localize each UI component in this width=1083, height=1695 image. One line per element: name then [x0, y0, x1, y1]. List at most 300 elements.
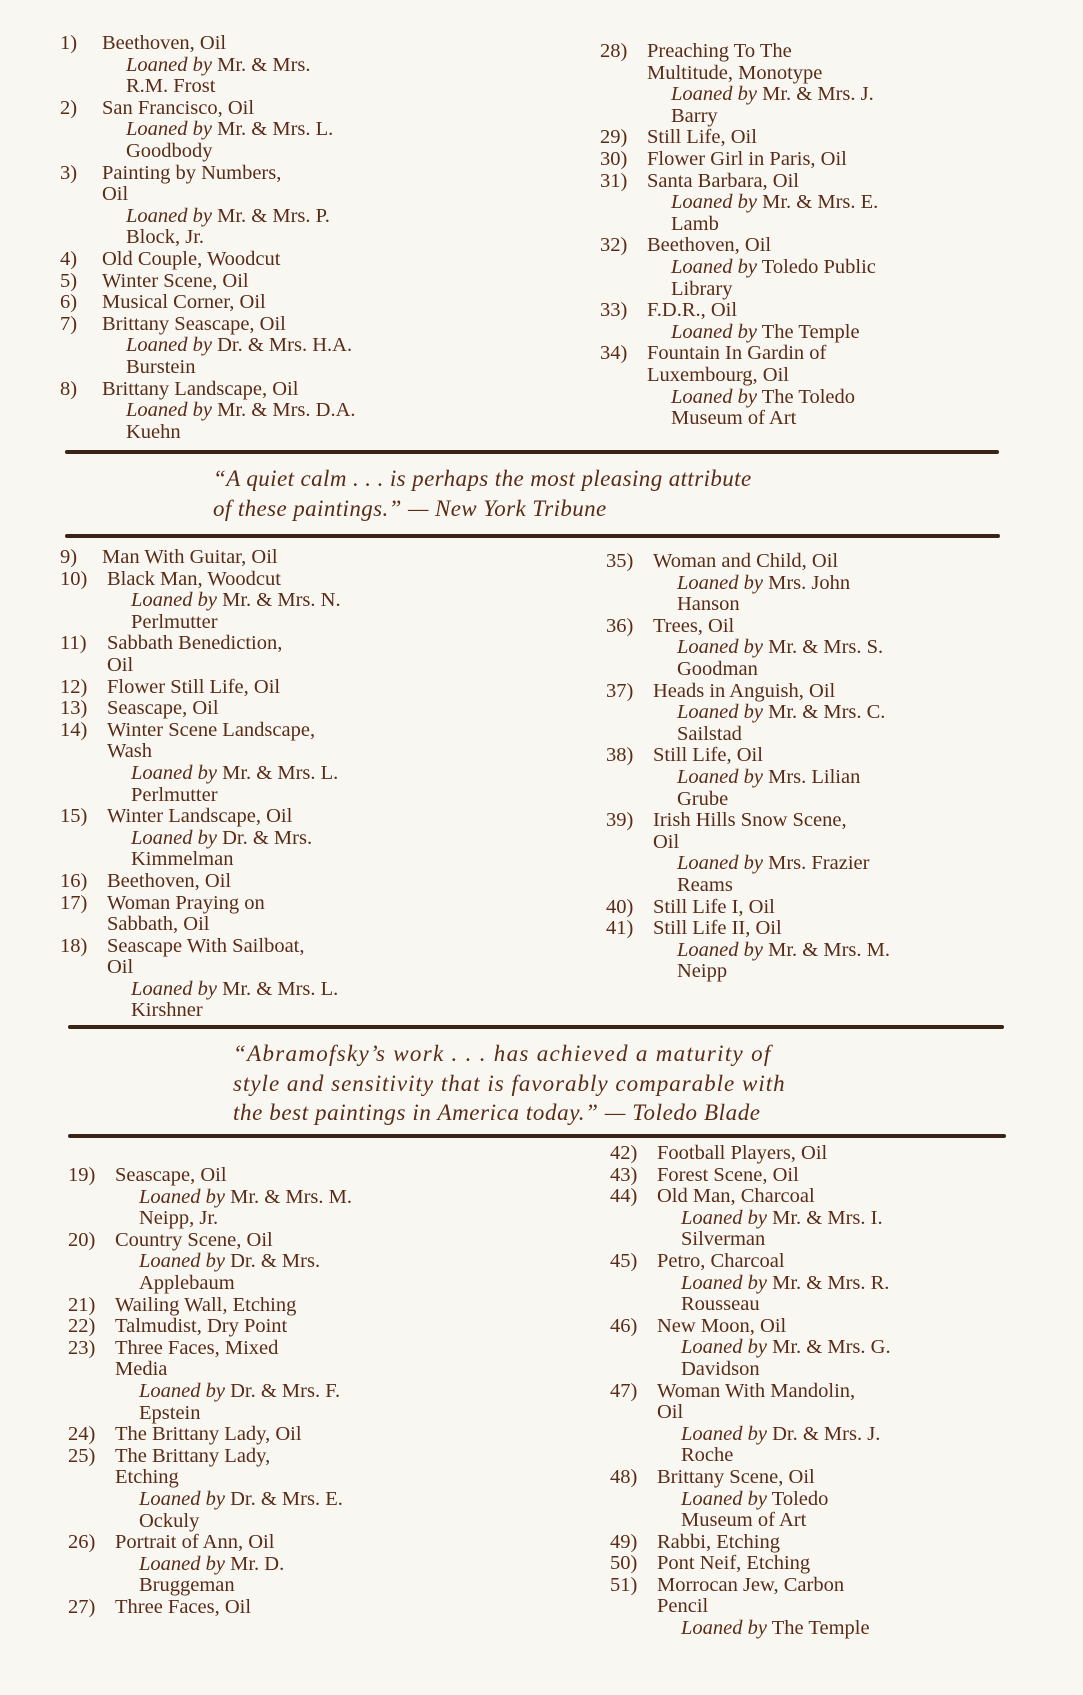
- entry-number: 37): [606, 679, 634, 702]
- catalog-entry: [60, 271, 520, 293]
- entry-number: 29): [600, 126, 628, 149]
- loan-prefix: Loaned by: [131, 761, 217, 784]
- loan-credit: [115, 1251, 528, 1273]
- artwork-title: The Brittany Lady, Oil: [115, 1423, 302, 1446]
- lender-name: Neipp, Jr.: [139, 1207, 219, 1230]
- lender-name: Mr. & Mrs. D.A.: [217, 399, 356, 422]
- loan-credit: [115, 1554, 528, 1576]
- catalog-entry: [60, 379, 520, 444]
- loan-prefix: Loaned by: [677, 636, 763, 659]
- loan-prefix: Loaned by: [671, 320, 757, 343]
- catalog-entry: [60, 677, 520, 699]
- entry-number: 27): [68, 1595, 96, 1618]
- entry-number: 23): [68, 1336, 96, 1359]
- catalog-entry: [60, 33, 520, 98]
- catalog-entry: [610, 1381, 1070, 1467]
- loan-prefix: Loaned by: [126, 53, 212, 76]
- lender-name: Reams: [677, 873, 733, 896]
- lender-name: Perlmutter: [131, 783, 218, 806]
- loan-credit: [653, 702, 1066, 724]
- lender-name: Dr. & Mrs. H.A.: [217, 334, 353, 357]
- lender-name: Silverman: [681, 1228, 766, 1251]
- catalog-entry: [600, 41, 1060, 127]
- lender-name: Mrs. Lilian: [768, 765, 861, 788]
- lender-name: Goodman: [677, 657, 758, 680]
- loan-prefix: Loaned by: [677, 852, 763, 875]
- loan-credit: [102, 400, 520, 422]
- catalog-entry: [606, 745, 1066, 810]
- lender-name: Kirshner: [131, 999, 203, 1022]
- entry-number: 2): [60, 96, 78, 119]
- entry-number: 45): [610, 1249, 638, 1272]
- artwork-title: The Brittany Lady,: [115, 1444, 271, 1467]
- artwork-title: Flower Girl in Paris, Oil: [647, 147, 847, 170]
- quote-line: style and sensitivity that is favorably comparable with: [233, 1070, 786, 1096]
- loan-prefix: Loaned by: [677, 701, 763, 724]
- artwork-title: Fountain In Gardin of: [647, 342, 827, 365]
- lender-name: Barry: [671, 104, 718, 127]
- loan-prefix: Loaned by: [139, 1379, 225, 1402]
- loan-prefix: Loaned by: [677, 571, 763, 594]
- artwork-title: Pont Neif, Etching: [657, 1552, 811, 1575]
- artwork-title: Media: [115, 1358, 168, 1381]
- quote-line: “Abramofsky’s work . . . has achieved a maturity of: [233, 1041, 772, 1066]
- lender-name: Block, Jr.: [126, 226, 205, 249]
- entry-number: 22): [68, 1315, 96, 1338]
- artwork-title: Still Life, Oil: [647, 126, 757, 149]
- artwork-title: Winter Scene Landscape,: [107, 718, 316, 741]
- loan-prefix: Loaned by: [677, 765, 763, 788]
- artwork-title: Sabbath Benediction,: [107, 632, 283, 655]
- loan-credit: [102, 119, 520, 141]
- artwork-title: Trees, Oil: [653, 614, 735, 637]
- artwork-title: Oil: [107, 653, 134, 676]
- entry-number: 4): [60, 247, 78, 270]
- loan-prefix: Loaned by: [131, 589, 217, 612]
- lender-name: Mr. & Mrs. C.: [768, 701, 886, 724]
- catalog-entry: [600, 171, 1060, 236]
- loan-prefix: Loaned by: [671, 191, 757, 214]
- lender-name: Mr. & Mrs. L.: [217, 118, 334, 141]
- loan-prefix: Loaned by: [671, 385, 757, 408]
- entry-number: 18): [60, 934, 88, 957]
- loan-credit: [107, 590, 520, 612]
- loan-prefix: Loaned by: [131, 826, 217, 849]
- lender-name: Ockuly: [139, 1509, 200, 1532]
- lender-name: Mr. & Mrs. M.: [230, 1185, 352, 1208]
- loan-prefix: Loaned by: [671, 83, 757, 106]
- entry-number: 46): [610, 1314, 638, 1337]
- entry-number: 49): [610, 1530, 638, 1553]
- lender-name: Dr. & Mrs. F.: [230, 1379, 341, 1402]
- artwork-title: Oil: [107, 956, 134, 979]
- catalog-entry: [60, 936, 520, 1022]
- lender-name: Mr. & Mrs. P.: [217, 204, 330, 227]
- catalog-entry: [60, 314, 520, 379]
- lender-name: Mr. & Mrs. M.: [768, 938, 890, 961]
- entry-number: 31): [600, 169, 628, 192]
- quote-new-york-tribune: [213, 464, 752, 523]
- entry-number: 24): [68, 1423, 96, 1446]
- entry-number: 6): [60, 291, 78, 314]
- catalog-entry: [600, 149, 1060, 171]
- artwork-title: Three Faces, Oil: [115, 1595, 252, 1618]
- loan-prefix: Loaned by: [139, 1487, 225, 1510]
- loan-credit: [107, 828, 520, 850]
- artwork-title: Woman Praying on: [107, 891, 265, 914]
- loan-credit: [102, 335, 520, 357]
- catalog-entry: [60, 806, 520, 871]
- lender-name: Epstein: [139, 1401, 201, 1424]
- catalog-entry: [68, 1165, 528, 1230]
- artwork-title: Wash: [107, 740, 153, 763]
- loan-prefix: Loaned by: [126, 204, 212, 227]
- entry-number: 47): [610, 1379, 638, 1402]
- artwork-title: Pencil: [657, 1595, 709, 1618]
- artwork-title: Football Players, Oil: [657, 1142, 828, 1164]
- loan-credit: [657, 1337, 1070, 1359]
- artwork-title: Woman With Mandolin,: [657, 1379, 856, 1402]
- divider-rule: [65, 534, 1000, 538]
- catalog-entry: [610, 1251, 1070, 1316]
- entry-number: 14): [60, 718, 88, 741]
- artwork-title: Morrocan Jew, Carbon: [657, 1573, 845, 1596]
- loan-prefix: Loaned by: [139, 1185, 225, 1208]
- lender-name: Bruggeman: [139, 1574, 235, 1597]
- artwork-title: New Moon, Oil: [657, 1314, 787, 1337]
- catalog-entry: [60, 893, 520, 936]
- entry-number: 38): [606, 744, 634, 767]
- loan-prefix: Loaned by: [671, 255, 757, 278]
- artwork-title: Oil: [102, 183, 129, 206]
- artwork-title: Musical Corner, Oil: [102, 291, 266, 314]
- loan-credit: [657, 1424, 1070, 1446]
- artwork-title: Preaching To The: [647, 40, 792, 62]
- loan-credit: [647, 322, 1060, 344]
- artwork-title: Still Life I, Oil: [653, 895, 775, 918]
- lender-name: Hanson: [677, 593, 740, 616]
- artwork-title: Santa Barbara, Oil: [647, 169, 799, 192]
- entry-number: 50): [610, 1552, 638, 1575]
- catalog-entry: [610, 1553, 1070, 1575]
- catalog-entry: [60, 163, 520, 249]
- entry-number: 19): [68, 1164, 96, 1186]
- entry-number: 26): [68, 1531, 96, 1554]
- artwork-title: Old Man, Charcoal: [657, 1185, 815, 1208]
- artwork-title: Old Couple, Woodcut: [102, 247, 281, 270]
- right-column: [610, 1143, 1070, 1640]
- divider-rule: [68, 1025, 1004, 1029]
- artwork-title: Black Man, Woodcut: [107, 567, 281, 590]
- lender-name: Mr. & Mrs. S.: [768, 636, 884, 659]
- artwork-title: Portrait of Ann, Oil: [115, 1531, 275, 1554]
- lender-name: The Temple: [761, 320, 860, 343]
- entry-number: 15): [60, 805, 88, 828]
- artwork-title: Etching: [115, 1466, 179, 1489]
- entry-number: 5): [60, 269, 78, 292]
- catalog-entry: [606, 897, 1066, 919]
- lender-name: Kuehn: [126, 420, 181, 443]
- loan-prefix: Loaned by: [139, 1552, 225, 1575]
- artwork-title: Seascape, Oil: [115, 1164, 227, 1186]
- catalog-entry: [600, 127, 1060, 149]
- lender-name: Grube: [677, 787, 729, 810]
- lender-name: Mrs. Frazier: [768, 852, 870, 875]
- lender-name: Rousseau: [681, 1293, 760, 1316]
- lender-name: Mr. D.: [230, 1552, 285, 1575]
- catalog-entry: [60, 292, 520, 314]
- entry-number: 8): [60, 377, 78, 400]
- artwork-title: Country Scene, Oil: [115, 1228, 273, 1251]
- catalog-entry: [68, 1532, 528, 1597]
- entry-number: 42): [610, 1142, 638, 1164]
- artwork-title: San Francisco, Oil: [102, 96, 255, 119]
- artwork-title: Multitude, Monotype: [647, 61, 823, 84]
- lender-name: Sailstad: [677, 722, 742, 745]
- artwork-title: Man With Guitar, Oil: [102, 546, 278, 568]
- divider-rule: [65, 450, 999, 454]
- catalog-entry: [606, 551, 1066, 616]
- catalog-entry: [606, 810, 1066, 896]
- entry-number: 7): [60, 312, 78, 335]
- loan-credit: [653, 767, 1066, 789]
- artwork-title: Sabbath, Oil: [107, 913, 210, 936]
- catalog-entry: [68, 1295, 528, 1317]
- entry-number: 17): [60, 891, 88, 914]
- entry-number: 40): [606, 895, 634, 918]
- loan-prefix: Loaned by: [681, 1617, 767, 1640]
- catalog-entry: [60, 249, 520, 271]
- lender-name: Mr. & Mrs. I.: [772, 1206, 883, 1229]
- artwork-title: Woman and Child, Oil: [653, 550, 839, 572]
- artwork-title: Forest Scene, Oil: [657, 1163, 799, 1186]
- artwork-title: Beethoven, Oil: [107, 869, 232, 892]
- loan-credit: [657, 1273, 1070, 1295]
- left-column: [60, 33, 520, 443]
- catalog-entry: [610, 1467, 1070, 1532]
- right-column: [606, 551, 1066, 983]
- loan-credit: [657, 1618, 1070, 1640]
- artwork-title: Brittany Seascape, Oil: [102, 312, 286, 335]
- catalog-entry: [68, 1424, 528, 1446]
- entry-number: 44): [610, 1185, 638, 1208]
- artwork-title: Winter Scene, Oil: [102, 269, 249, 292]
- entry-number: 3): [60, 161, 78, 184]
- loan-prefix: Loaned by: [126, 118, 212, 141]
- quote-toledo-blade: [233, 1039, 786, 1128]
- entry-number: 48): [610, 1465, 638, 1488]
- lender-name: Mr. & Mrs. L.: [222, 761, 339, 784]
- loan-credit: [102, 206, 520, 228]
- lender-name: Library: [671, 277, 733, 300]
- left-column: [60, 547, 520, 1022]
- entry-number: 43): [610, 1163, 638, 1186]
- lender-name: Mrs. John: [768, 571, 851, 594]
- loan-credit: [102, 55, 520, 77]
- loan-credit: [115, 1489, 528, 1511]
- catalog-entry: [600, 343, 1060, 429]
- catalog-entry: [610, 1532, 1070, 1554]
- entry-number: 41): [606, 917, 634, 940]
- lender-name: Mr. & Mrs. R.: [772, 1271, 890, 1294]
- entry-number: 25): [68, 1444, 96, 1467]
- artwork-title: Luxembourg, Oil: [647, 363, 789, 386]
- loan-prefix: Loaned by: [681, 1336, 767, 1359]
- artwork-title: Talmudist, Dry Point: [115, 1315, 288, 1338]
- loan-credit: [647, 192, 1060, 214]
- loan-prefix: Loaned by: [681, 1206, 767, 1229]
- catalog-entry: [60, 698, 520, 720]
- artwork-title: Brittany Landscape, Oil: [102, 377, 299, 400]
- loan-prefix: Loaned by: [126, 334, 212, 357]
- loan-credit: [115, 1381, 528, 1403]
- divider-rule: [68, 1134, 1006, 1138]
- lender-name: Toledo: [771, 1487, 829, 1510]
- lender-name: Mr. & Mrs. J.: [762, 83, 874, 106]
- lender-name: Mr. & Mrs. G.: [772, 1336, 891, 1359]
- lender-name: The Temple: [771, 1617, 870, 1640]
- catalog-entry: [60, 98, 520, 163]
- lender-name: Dr. & Mrs.: [222, 826, 313, 849]
- loan-prefix: Loaned by: [681, 1271, 767, 1294]
- right-column: [600, 41, 1060, 430]
- loan-credit: [115, 1187, 528, 1209]
- loan-prefix: Loaned by: [681, 1487, 767, 1510]
- lender-name: Mr. & Mrs. N.: [222, 589, 341, 612]
- entry-number: 11): [60, 632, 87, 655]
- lender-name: Dr. & Mrs. E.: [230, 1487, 343, 1510]
- artwork-title: Beethoven, Oil: [647, 234, 772, 257]
- entry-number: 30): [600, 147, 628, 170]
- catalog-entry: [60, 720, 520, 806]
- entry-number: 13): [60, 697, 88, 720]
- entry-number: 35): [606, 550, 634, 572]
- catalog-entry: [606, 918, 1066, 983]
- entry-number: 34): [600, 342, 628, 365]
- loan-credit: [647, 257, 1060, 279]
- entry-number: 32): [600, 234, 628, 257]
- artwork-title: F.D.R., Oil: [647, 299, 738, 322]
- entry-number: 1): [60, 32, 78, 54]
- entry-number: 21): [68, 1293, 96, 1316]
- catalog-entry: [610, 1165, 1070, 1187]
- artwork-title: Heads in Anguish, Oil: [653, 679, 836, 702]
- loan-prefix: Loaned by: [681, 1422, 767, 1445]
- catalog-entry: [606, 616, 1066, 681]
- loan-credit: [107, 763, 520, 785]
- loan-credit: [653, 853, 1066, 875]
- loan-credit: [653, 940, 1066, 962]
- lender-name: Dr. & Mrs. J.: [772, 1422, 881, 1445]
- catalog-entry: [60, 547, 520, 569]
- entry-number: 33): [600, 299, 628, 322]
- lender-name: Kimmelman: [131, 848, 234, 871]
- catalog-entry: [60, 633, 520, 676]
- artwork-title: Oil: [653, 830, 680, 853]
- catalog-entry: [60, 569, 520, 634]
- loan-prefix: Loaned by: [139, 1250, 225, 1273]
- entry-number: 51): [610, 1573, 638, 1596]
- catalog-entry: [68, 1230, 528, 1295]
- catalog-entry: [600, 235, 1060, 300]
- entry-number: 39): [606, 809, 634, 832]
- entry-number: 9): [60, 546, 78, 568]
- entry-number: 10): [60, 567, 88, 590]
- lender-name: Perlmutter: [131, 610, 218, 633]
- lender-name: Museum of Art: [671, 407, 797, 430]
- lender-name: Goodbody: [126, 139, 213, 162]
- entry-number: 12): [60, 675, 88, 698]
- artwork-title: Winter Landscape, Oil: [107, 805, 293, 828]
- artwork-title: Still Life, Oil: [653, 744, 763, 767]
- lender-name: Mr. & Mrs. L.: [222, 977, 339, 1000]
- loan-credit: [653, 573, 1066, 595]
- catalog-entry: [68, 1316, 528, 1338]
- lender-name: Toledo Public: [761, 255, 876, 278]
- artwork-title: Oil: [657, 1401, 684, 1424]
- catalog-entry: [68, 1446, 528, 1532]
- loan-credit: [657, 1208, 1070, 1230]
- loan-credit: [647, 84, 1060, 106]
- lender-name: Lamb: [671, 212, 719, 235]
- catalog-entry: [606, 681, 1066, 746]
- loan-credit: [647, 387, 1060, 409]
- lender-name: Davidson: [681, 1357, 760, 1380]
- lender-name: Applebaum: [139, 1271, 235, 1294]
- entry-number: 16): [60, 869, 88, 892]
- lender-name: Mr. & Mrs. E.: [762, 191, 879, 214]
- lender-name: Roche: [681, 1444, 734, 1467]
- lender-name: R.M. Frost: [126, 75, 216, 98]
- catalog-entry: [610, 1143, 1070, 1165]
- artwork-title: Painting by Numbers,: [102, 161, 282, 184]
- artwork-title: Seascape With Sailboat,: [107, 934, 305, 957]
- lender-name: Museum of Art: [681, 1509, 807, 1532]
- catalog-entry: [610, 1575, 1070, 1640]
- quote-line: “A quiet calm . . . is perhaps the most pleasing attribute: [213, 466, 752, 491]
- loan-credit: [653, 637, 1066, 659]
- quote-line: the best paintings in America today.” — Toledo Blade: [233, 1100, 761, 1125]
- quote-line: of these paintings.” — New York Tribune: [213, 495, 607, 521]
- lender-name: The Toledo: [761, 385, 856, 408]
- artwork-title: Brittany Scene, Oil: [657, 1465, 815, 1488]
- artwork-title: Irish Hills Snow Scene,: [653, 809, 847, 832]
- lender-name: Burstein: [126, 355, 196, 378]
- artwork-title: Three Faces, Mixed: [115, 1336, 279, 1359]
- entry-number: 20): [68, 1228, 96, 1251]
- loan-prefix: Loaned by: [677, 938, 763, 961]
- catalog-entry: [68, 1597, 528, 1619]
- artwork-title: Wailing Wall, Etching: [115, 1293, 297, 1316]
- loan-prefix: Loaned by: [131, 977, 217, 1000]
- lender-name: Dr. & Mrs.: [230, 1250, 321, 1273]
- artwork-title: Beethoven, Oil: [102, 32, 227, 54]
- artwork-title: Flower Still Life, Oil: [107, 675, 281, 698]
- loan-prefix: Loaned by: [126, 399, 212, 422]
- catalog-entry: [610, 1316, 1070, 1381]
- catalog-entry: [610, 1186, 1070, 1251]
- artwork-title: Rabbi, Etching: [657, 1530, 780, 1553]
- lender-name: Neipp: [677, 960, 728, 983]
- loan-credit: [107, 979, 520, 1001]
- catalog-entry: [68, 1338, 528, 1424]
- catalog-entry: [600, 300, 1060, 343]
- artwork-title: Still Life II, Oil: [653, 917, 782, 940]
- artwork-title: Petro, Charcoal: [657, 1249, 785, 1272]
- lender-name: Mr. & Mrs.: [217, 53, 311, 76]
- entry-number: 36): [606, 614, 634, 637]
- loan-credit: [657, 1489, 1070, 1511]
